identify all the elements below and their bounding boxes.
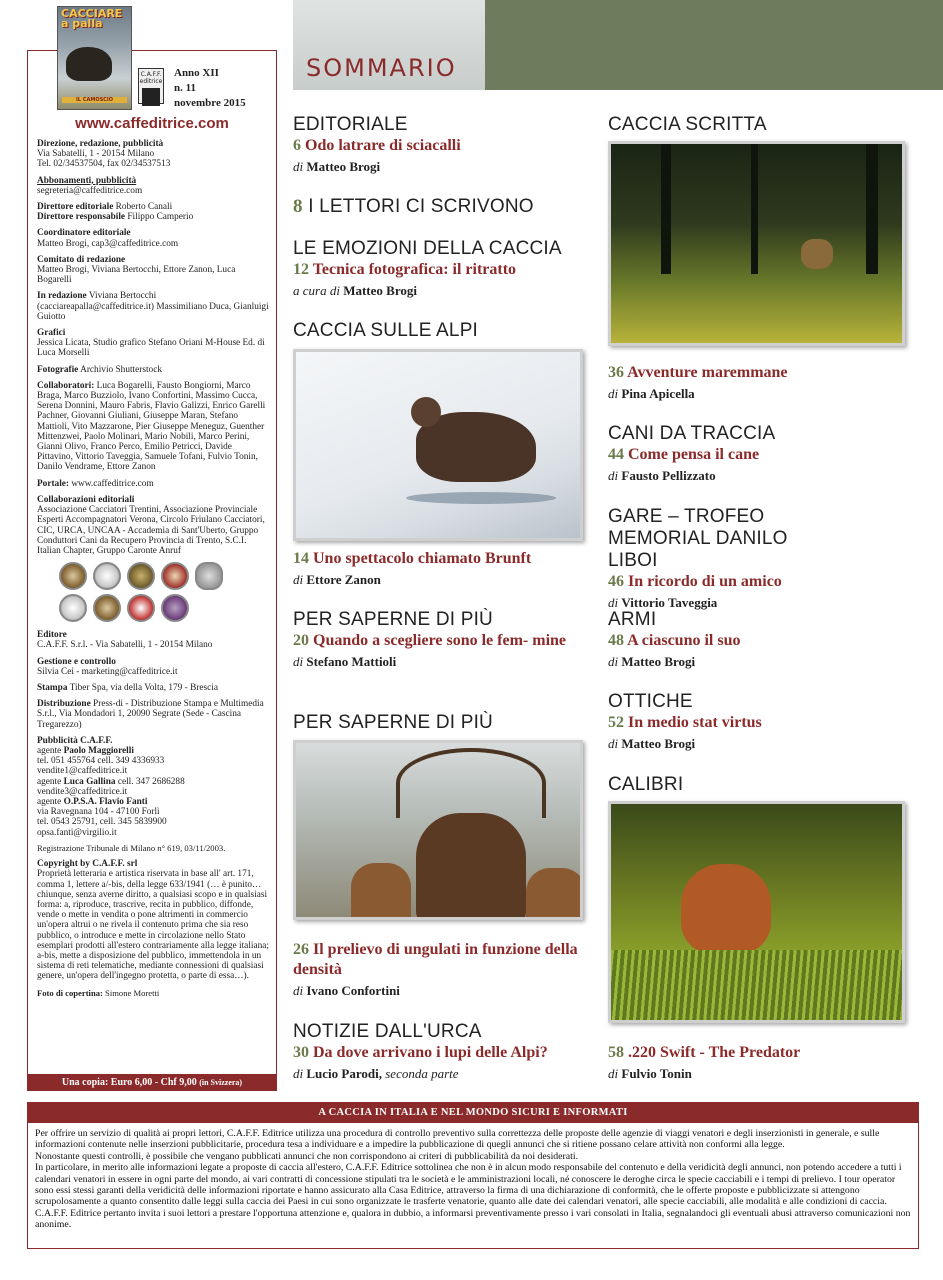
coordinatore-name: Matteo Brogi, cap3@caffeditrice.com — [37, 238, 179, 249]
section-scritta — [608, 114, 908, 136]
masthead-portale — [37, 479, 269, 489]
section-emozioni — [293, 238, 593, 300]
chamois-illustration — [66, 47, 112, 81]
article-link[interactable] — [293, 136, 593, 156]
section-alpi-article — [293, 549, 593, 589]
abbonamenti-label: Abbonamenti, pubblicità — [37, 175, 137, 186]
pub-agent-name: O.P.S.A. Flavio Fanti — [63, 796, 148, 807]
editore-label: Editore — [37, 630, 67, 641]
issue-year: Anno XII — [174, 67, 219, 79]
tree-trunk — [661, 144, 671, 274]
foto-copertina-name: Simone Moretti — [105, 987, 160, 998]
article-title: A ciascuno il suo — [627, 632, 741, 649]
author-name: Ettore Zanon — [306, 572, 381, 587]
masthead-collab-editoriali — [37, 495, 269, 556]
byline — [293, 571, 593, 589]
stampa-label: Stampa — [37, 682, 68, 693]
masthead-foto-copertina — [37, 988, 269, 998]
section-alpi — [293, 320, 593, 342]
cover-subtitle: IL CAMOSCIO — [62, 97, 127, 103]
author-name: Matteo Brogi — [343, 283, 417, 298]
section-saperne-2 — [293, 712, 593, 734]
article-title: Da dove arrivano i lupi delle Alpi? — [313, 1044, 548, 1061]
roe-deer-photo — [608, 141, 905, 346]
article-link[interactable] — [608, 1043, 908, 1063]
masthead-gestione — [37, 657, 269, 677]
fotografie-source: Archivio Shutterstock — [80, 364, 162, 375]
byline — [293, 982, 588, 1000]
grafici-names: Jessica Licata, Studio grafico Stefano Oriani M-House Ed. di Luca Morselli — [37, 338, 265, 359]
issue-info — [174, 66, 246, 111]
pub-line: vendite1@caffeditrice.it — [37, 766, 128, 777]
chamois-head — [411, 397, 441, 427]
masthead-grafici — [37, 328, 269, 359]
collaboratori-label: Collaboratori: — [37, 380, 95, 391]
article-title: Avventure maremmane — [627, 364, 788, 381]
association-logo-8 — [127, 594, 155, 622]
byline-prefix: di — [608, 386, 619, 401]
stag-antlers — [396, 748, 546, 818]
article-title: Odo latrare di sciacalli — [305, 137, 461, 154]
page-number: 8 — [293, 196, 303, 217]
byline-prefix: di — [293, 572, 304, 587]
notice-body — [28, 1123, 918, 1236]
byline — [608, 385, 908, 403]
price-note: (in Svizzera) — [199, 1078, 243, 1087]
masthead-credits — [37, 139, 269, 1004]
section-lettori[interactable] — [293, 196, 593, 218]
distribuzione-text: Press-di - Distribuzione Stampa e Multimedia S.r.l., Via Mondadori 1, 20090 Segrate (Sede - Cascina Tregarezzo) — [37, 699, 264, 730]
masthead-coordinatore — [37, 228, 269, 248]
section-scritta-article — [608, 363, 908, 403]
association-logo-7 — [93, 594, 121, 622]
fox-photo — [608, 801, 905, 1023]
author-name: Vittorio Taveggia — [621, 595, 718, 610]
byline — [608, 1065, 908, 1083]
issue-date: novembre 2015 — [174, 97, 246, 109]
masthead-fotografie — [37, 365, 269, 375]
copyright-text: Proprietà letteraria e artistica riservata in base all' art. 171, comma 1, lettere a/-bis, della legge 633/1941 (… è punito… chiunque, senza averne diritto, a qualsiasi scopo e in qualsiasi forma: a, riproduce, trascrive, recita in pubblico, diffonde, vende o mette in vendita o pone altrimenti in commercio un'opera altrui o ne rivela il contenuto prima che sia reso pubblico, o introduce e mette in circolazione nello Stato esemplari prodotti all'estero contrariamente alla legge italiana; a-bis, mette a disposizione del pubblico, immettendola in un sistema di reti telematiche, mediante connessioni di qualsiasi genere, un'opera dell'ingegno protetta, o parte di essa…). — [37, 869, 269, 982]
section-traccia — [608, 423, 908, 485]
association-logo-4 — [161, 562, 189, 590]
article-title: .220 Swift - The Predator — [628, 1044, 801, 1061]
dir-editoriale-name: Roberto Canali — [115, 202, 173, 213]
price-bar — [27, 1074, 277, 1091]
section-saperne-1 — [293, 609, 583, 671]
comitato-label: Comitato di redazione — [37, 254, 126, 265]
masthead-comitato — [37, 255, 269, 286]
section-title: EDITORIALE — [293, 114, 408, 135]
article-title: Uno spettacolo chiamato Brunft — [313, 550, 532, 567]
article-link[interactable] — [608, 713, 908, 733]
page-number: 36 — [608, 364, 624, 381]
masthead-distribuzione — [37, 699, 269, 730]
page-number: 14 — [293, 550, 309, 567]
portale-url[interactable]: www.caffeditrice.com — [71, 478, 154, 489]
association-logo-1 — [59, 562, 87, 590]
masthead-direzione — [37, 139, 269, 170]
comitato-names: Matteo Brogi, Viviana Bertocchi, Ettore Zanon, Luca Bogarelli — [37, 265, 236, 286]
byline — [293, 1065, 598, 1083]
article-title: Quando a scegliere sono le fem- mine — [313, 632, 567, 649]
article-link[interactable] — [608, 572, 838, 592]
byline-prefix: di — [608, 468, 619, 483]
page-title: SOMMARIO — [306, 54, 457, 82]
section-editoriale — [293, 114, 593, 176]
masthead-editore — [37, 630, 269, 650]
section-title: CACCIA SULLE ALPI — [293, 320, 479, 341]
fox — [681, 864, 771, 954]
byline — [293, 282, 593, 300]
association-logo-3 — [127, 562, 155, 590]
collaboratori-names: Luca Bogarelli, Fausto Bongiorni, Marco Braga, Marco Buzziolo, Ivano Confortini, Massimo Cucca, Serena Donnini, Mauro Fabris, Flavio Galizzi, Enrico Garelli Pachner, Giovanni Giuliani, Giuseppe Maran, Stefano Mattioli, Vito Mazzarone, Pier Giuseppe Meneguz, Guenther Mittenzwei, Paolo Molinari, Mario Nobili, Marco Perini, Gianni Olivo, Franco Perco, Emilio Petricci, Davide Pittavino, Vittorio Taveggia, Samuele Tofani, Fulvio Tonin, Danilo Vendrame, Ettore Zanon — [37, 380, 266, 473]
cover-title: CACCIARE a palla — [61, 7, 123, 30]
byline — [293, 158, 593, 176]
chamois-photo — [293, 349, 583, 541]
section-title: OTTICHE — [608, 691, 693, 712]
byline — [608, 653, 908, 671]
masthead-direttori — [37, 202, 269, 222]
section-ottiche — [608, 691, 908, 753]
direzione-address: Via Sabatelli, 1 - 20154 Milano — [37, 149, 155, 160]
coordinatore-label: Coordinatore editoriale — [37, 228, 131, 239]
doe-body — [351, 863, 411, 920]
author-name: Ivano Confortini — [306, 983, 400, 998]
byline-prefix: di — [293, 1066, 304, 1081]
logo-mark — [142, 88, 160, 106]
article-link[interactable] — [293, 1043, 598, 1063]
section-title: PER SAPERNE DI PIÙ — [293, 609, 493, 630]
page-number: 6 — [293, 137, 301, 154]
masthead-copyright — [37, 859, 269, 981]
byline-prefix: di — [608, 736, 619, 751]
byline-prefix: di — [608, 595, 619, 610]
copyright-label: Copyright by C.A.F.F. srl — [37, 859, 138, 870]
article-link[interactable] — [293, 940, 588, 980]
section-calibri-article — [608, 1043, 908, 1083]
cover-thumbnail — [57, 6, 132, 110]
logo-text: C.A.F.F. editrice — [139, 71, 163, 85]
pub-agent-name: Paolo Maggiorelli — [63, 745, 134, 756]
author-name: Fausto Pellizzato — [621, 468, 716, 483]
byline-prefix: di — [608, 654, 619, 669]
author-name: Pina Apicella — [621, 386, 695, 401]
section-title: LE EMOZIONI DELLA CACCIA — [293, 238, 562, 259]
article-link[interactable] — [293, 631, 583, 651]
page-number: 46 — [608, 573, 624, 590]
portale-label: Portale: — [37, 478, 70, 489]
gestione-label: Gestione e controllo — [37, 656, 116, 667]
notice-title: A CACCIA IN ITALIA E NEL MONDO SICURI E INFORMATI — [28, 1103, 918, 1123]
article-link[interactable] — [608, 631, 908, 651]
article-title: Tecnica fotografica: il ritratto — [312, 261, 517, 278]
masthead-collaboratori — [37, 381, 269, 473]
pub-agent-name: Luca Gallina — [63, 776, 116, 787]
article-title: Come pensa il cane — [628, 446, 760, 463]
byline — [293, 653, 583, 671]
author-name: Matteo Brogi — [621, 736, 696, 751]
masthead-abbonamenti — [37, 176, 269, 196]
article-link[interactable] — [293, 549, 593, 569]
collab-edit-names: Associazione Cacciatori Trentini, Associazione Provinciale Esperti Accompagnatori Verona, Circolo Friulano Cacciatori, CIC, URCA, UNCAA - Accademia di Sant'Uberto, Gruppo Conduttori Cani da Recupero Provincia di Trento, S.C.I. Italian Chapter, Gruppo Caronte Anruf — [37, 505, 265, 556]
page-number: 58 — [608, 1044, 624, 1061]
dir-editoriale-label: Direttore editoriale — [37, 202, 114, 213]
association-logos — [59, 562, 229, 622]
abbonamenti-email[interactable]: segreteria@caffeditrice.com — [37, 185, 143, 196]
pub-line: via Ravegnana 104 - 47100 Forlì — [37, 807, 160, 818]
editore-address: C.A.F.F. S.r.l. - Via Sabatelli, 1 - 20154 Milano — [37, 640, 213, 651]
author-name: Fulvio Tonin — [621, 1066, 692, 1081]
roe-deer — [801, 239, 833, 269]
pub-line: opsa.fanti@virgilio.it — [37, 827, 117, 838]
red-deer-photo — [293, 740, 583, 920]
chamois-shadow — [406, 492, 556, 504]
section-title-text: I LETTORI CI SCRIVONO — [308, 196, 534, 217]
caff-logo — [138, 68, 164, 104]
pub-line — [37, 777, 269, 787]
pub-line: tel. 051 455764 cell. 349 4336933 — [37, 756, 165, 767]
dir-responsabile-name: Filippo Camperio — [127, 212, 194, 223]
byline-prefix: di — [293, 159, 304, 174]
page-number: 26 — [293, 941, 309, 958]
pub-line-text: agente — [37, 796, 64, 807]
byline-prefix: di — [293, 983, 304, 998]
page-number: 44 — [608, 446, 624, 463]
section-urca — [293, 1021, 598, 1083]
article-title: In medio stat virtus — [628, 714, 762, 731]
author-name: Lucio Parodi, — [306, 1066, 382, 1081]
price-text: Una copia: Euro 6,00 - Chf 9,00 — [61, 1077, 197, 1088]
website-link[interactable]: www.caffeditrice.com — [75, 115, 229, 132]
byline-prefix: di — [608, 1066, 619, 1081]
author-name: Stefano Mattioli — [306, 654, 397, 669]
section-title: CACCIA SCRITTA — [608, 114, 767, 135]
page-number: 20 — [293, 632, 309, 649]
article-link[interactable] — [608, 363, 908, 383]
stampa-address: Tiber Spa, via della Volta, 179 - Brescia — [69, 682, 218, 693]
author-name: Matteo Brogi — [306, 159, 381, 174]
masthead-stampa — [37, 683, 269, 693]
in-redazione-label: In redazione — [37, 291, 87, 302]
issue-number: n. 11 — [174, 82, 197, 94]
section-title: CANI DA TRACCIA — [608, 423, 776, 444]
section-armi — [608, 609, 908, 671]
page-number: 52 — [608, 714, 624, 731]
pub-line: vendite3@caffeditrice.it — [37, 786, 128, 797]
pub-line-text: cell. 347 2686288 — [115, 776, 185, 787]
grafici-label: Grafici — [37, 328, 66, 339]
section-gare — [608, 506, 838, 612]
byline-prefix: di — [293, 654, 304, 669]
header-green-band — [485, 0, 943, 90]
in-redazione-names: Viviana Bertocchi (cacciareapalla@caffeditrice.it) Massimiliano Duca, Gianluigi Guiotto — [37, 291, 269, 322]
article-link[interactable] — [293, 260, 593, 280]
article-title: In ricordo di un amico — [628, 573, 782, 590]
pub-line — [37, 746, 269, 756]
pub-line-text: agente — [37, 745, 64, 756]
masthead-pubblicita — [37, 736, 269, 838]
notice-box — [27, 1102, 919, 1249]
stag-body — [416, 813, 526, 920]
pub-line-text: agente — [37, 776, 64, 787]
page-number: 48 — [608, 632, 624, 649]
tree-trunk — [866, 144, 878, 274]
association-logo-5 — [195, 562, 223, 590]
fotografie-label: Fotografie — [37, 364, 79, 375]
section-title: CALIBRI — [608, 774, 684, 795]
section-calibri — [608, 774, 908, 796]
article-title: Il prelievo di ungulati in funzione della densità — [293, 941, 578, 978]
section-saperne-2-article — [293, 940, 588, 1000]
author-name: Matteo Brogi — [621, 654, 696, 669]
foto-copertina-label: Foto di copertina: — [37, 987, 103, 998]
section-title: PER SAPERNE DI PIÙ — [293, 712, 493, 733]
gestione-contact: Silvia Cei - marketing@caffeditrice.it — [37, 666, 178, 677]
association-logo-2 — [93, 562, 121, 590]
collab-edit-label: Collaborazioni editoriali — [37, 494, 135, 505]
pubblicita-label: Pubblicità C.A.F.F. — [37, 735, 113, 746]
byline-suffix: seconda parte — [385, 1066, 459, 1081]
page-number: 12 — [293, 261, 309, 278]
article-link[interactable] — [608, 445, 908, 465]
tree-trunk — [751, 144, 758, 274]
byline — [608, 467, 908, 485]
direzione-label: Direzione, redazione, pubblicità — [37, 139, 164, 149]
association-logo-6 — [59, 594, 87, 622]
byline — [608, 735, 908, 753]
doe-body — [526, 868, 583, 920]
notice-paragraph: Nonostante questi controlli, è possibile che vengano pubblicati annunci che non corrispondono ai criteri di pubblicabilità da noi desiderati. — [35, 1150, 579, 1162]
section-title: GARE – TROFEO MEMORIAL DANILO LIBOI — [608, 506, 788, 571]
distribuzione-label: Distribuzione — [37, 699, 91, 710]
dir-responsabile-label: Direttore responsabile — [37, 212, 126, 223]
page-number: 30 — [293, 1044, 309, 1061]
section-title — [293, 196, 593, 218]
grass — [611, 950, 902, 1020]
masthead-redazione — [37, 291, 269, 322]
association-logo-9 — [161, 594, 189, 622]
registrazione: Registrazione Tribunale di Milano n° 619, 03/11/2003. — [37, 842, 226, 853]
byline-prefix: a cura di — [293, 283, 340, 298]
pub-line — [37, 797, 269, 807]
section-title: NOTIZIE DALL'URCA — [293, 1021, 482, 1042]
pub-line: tel. 0543 25791, cell. 345 5839900 — [37, 817, 167, 828]
notice-paragraph: Per offrire un servizio di qualità ai propri lettori, C.A.F.F. Editrice utilizza una procedura di controllo preventivo sulla correttezza delle proposte delle agenzie di viaggi venatori e degli inserzionisti in generale, e sulle informazioni contenute nelle inserzioni pubblicitarie, procedura tesa a individuare e a impedire la pubblicazione di quegli annunci che si ritiene possano celare attività non conformi alla legge. — [35, 1128, 880, 1151]
notice-paragraph: In particolare, in merito alle informazioni legate a proposte di caccia all'estero, C.A.F.F. Editrice sottolinea che non è in alcun modo responsabile del contenuto e della veridicità degli annunci, non potendo accedere a tutti i calendari venatori in essere in ogni parte del mondo, ai vari contratti di concessione stipulati tra le società e le amministrazioni locali, né conoscere le deroghe circa le specie cacciabili e i tempi di prelievo. I tour operator sono essi stessi garanti della veridicità delle informazioni riportate e hanno assicurato alla Casa Editrice, attraverso la firma di una dichiarazione di conformità, che le offerte proposte e pubblicizzate si attengono scrupolosamente a quanto consentito dalle leggi sulla caccia dei Paesi in cui sono organizzate le trasferte venatorie, quanto alle date dei calendari venatori, alle specie cacciabili, alle modalità e alle condizioni di caccia. C.A.F.F. Editrice pertanto invita i suoi lettori a prestare l'opportuna attenzione e, qualora in dubbio, a informarsi preventivamente presso i vari consolati in Italia, segnalandoci gli eventuali abusi attraverso comunicazioni non anonime. — [35, 1162, 911, 1231]
section-title: ARMI — [608, 609, 657, 630]
direzione-phone: Tel. 02/34537504, fax 02/34537513 — [37, 159, 171, 170]
